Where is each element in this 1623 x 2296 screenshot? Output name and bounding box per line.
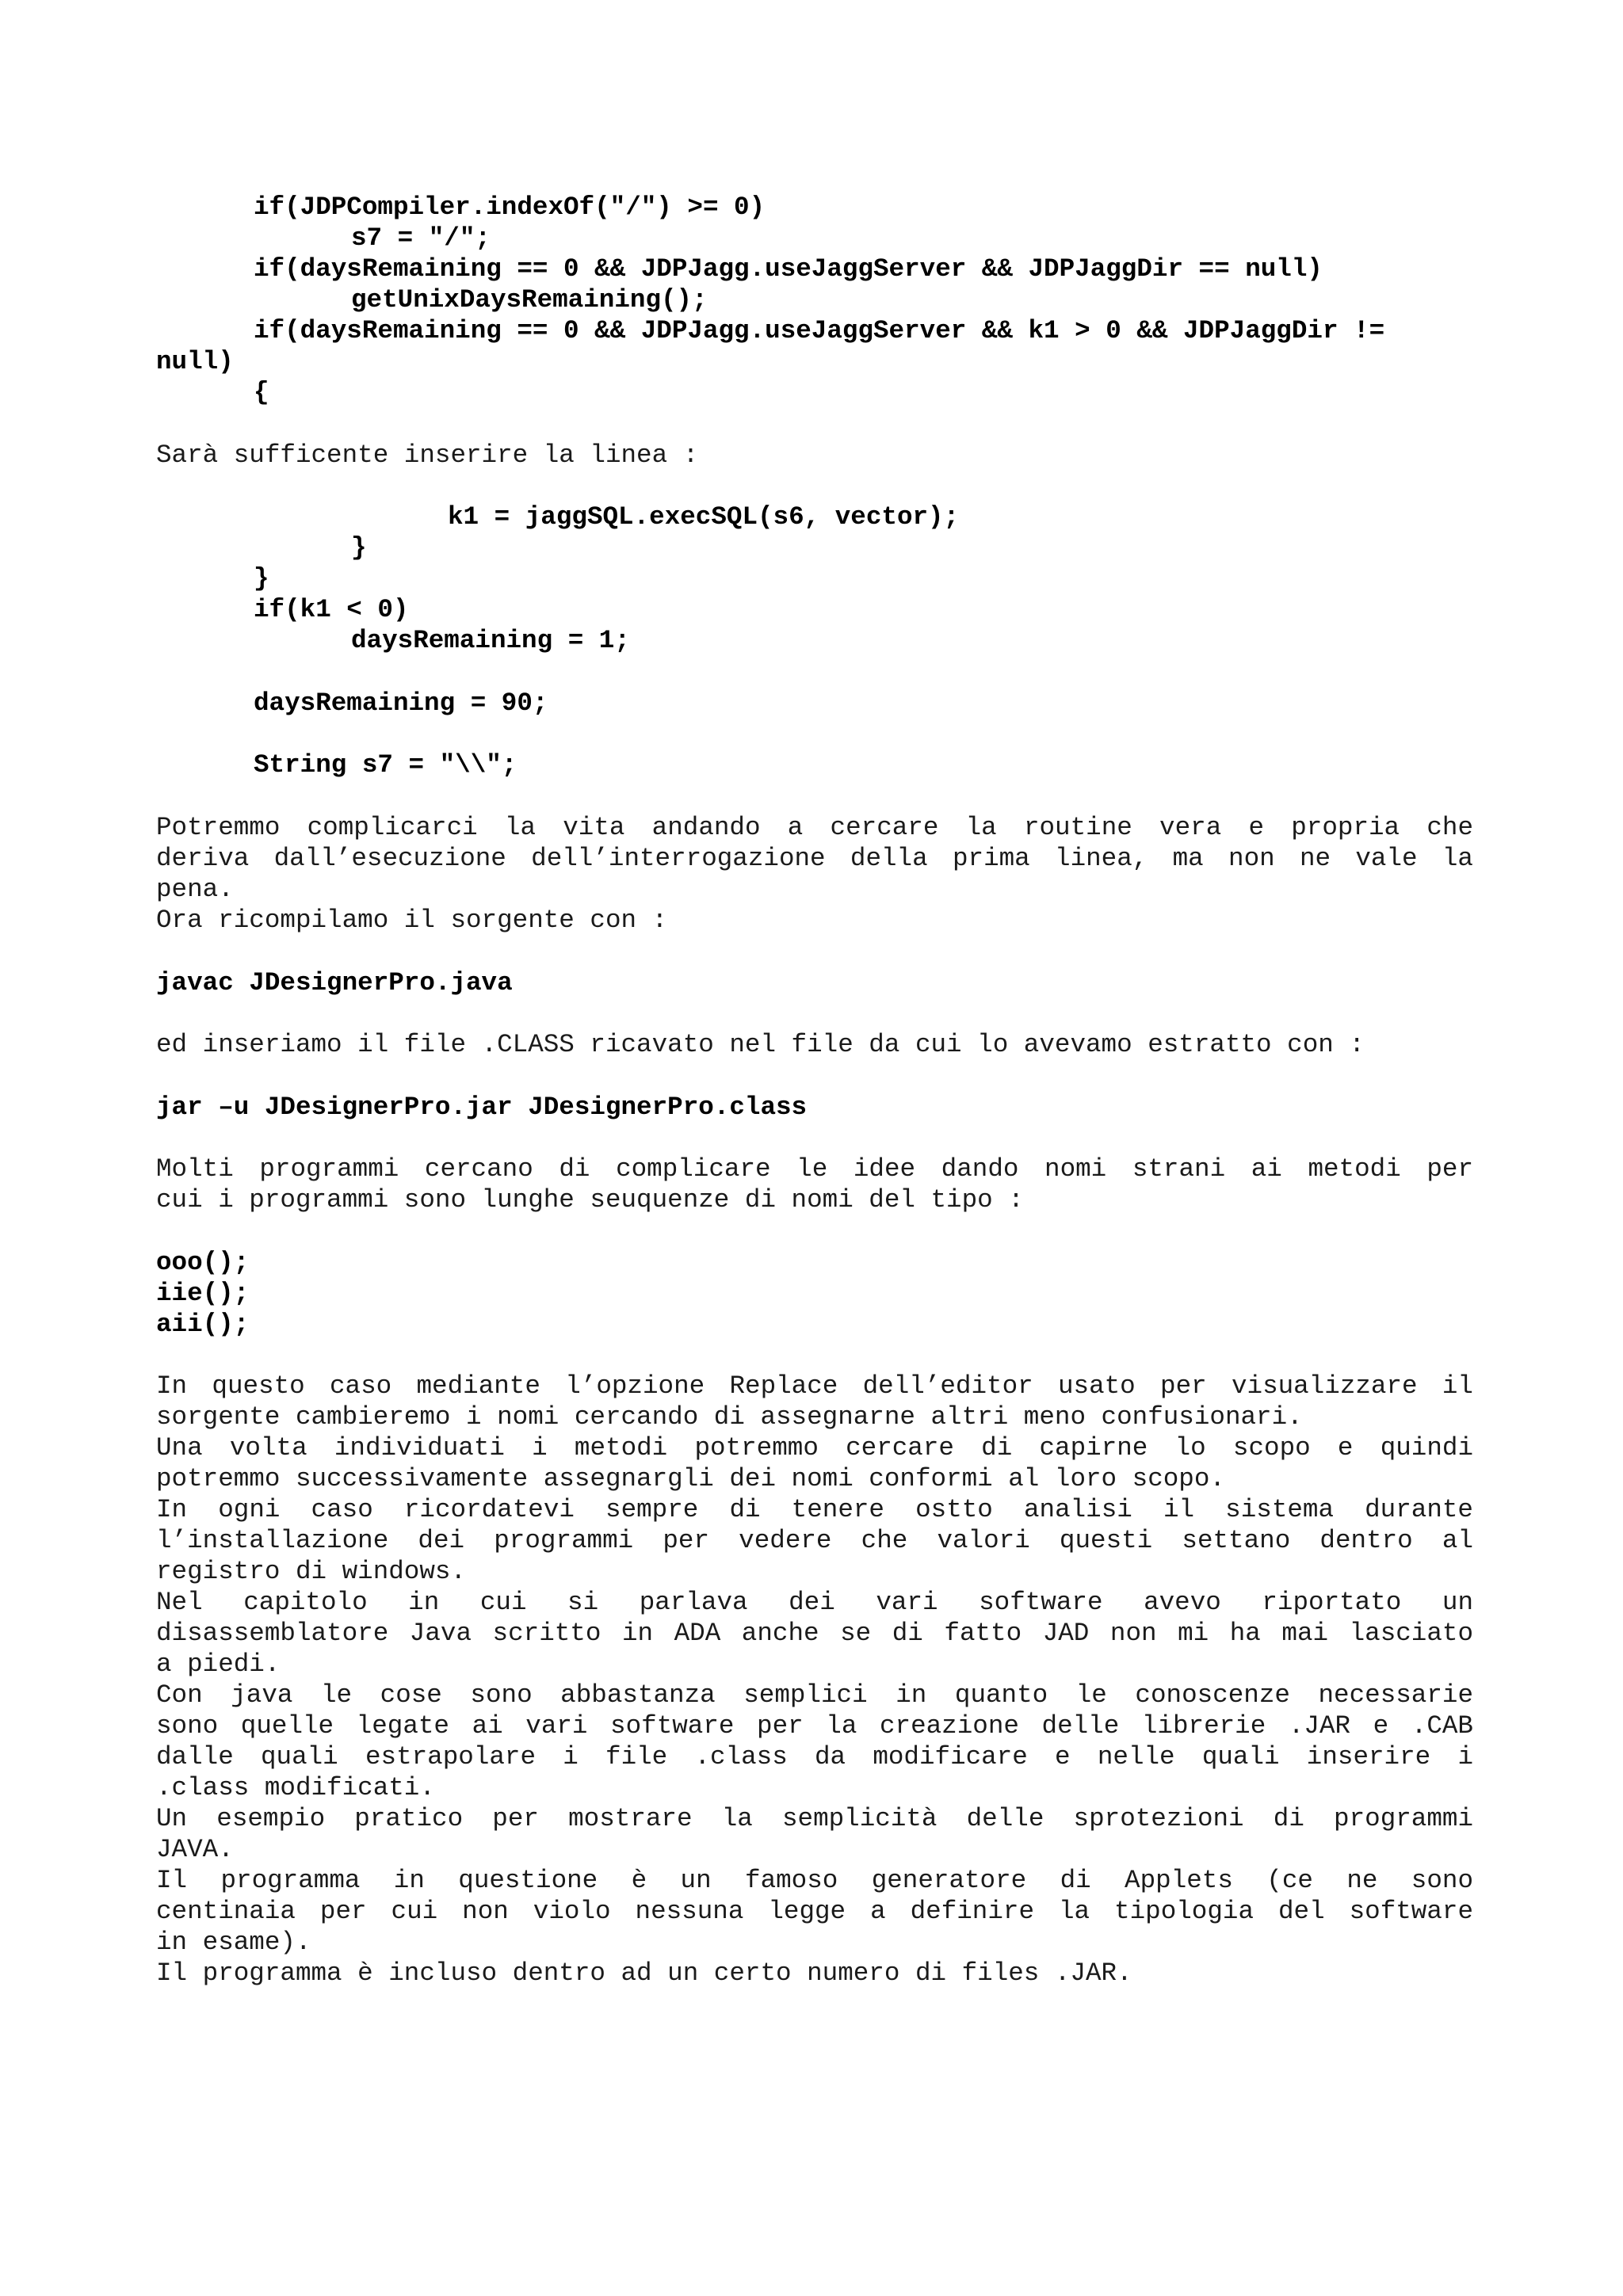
paragraph-line: Il programma è incluso dentro ad un certo numero di files .JAR. <box>156 1958 1132 1988</box>
paragraph-line: dalle quali estrapolare i file .class da modificare e nelle quali inserire i <box>156 1742 1473 1772</box>
command-line: jar –u JDesignerPro.jar JDesignerPro.class <box>156 1093 808 1122</box>
code-line: { <box>254 378 269 407</box>
paragraph-line: in esame). <box>156 1928 311 1957</box>
paragraph-line: cui i programmi sono lunghe seuquenze di nomi del tipo : <box>156 1185 1024 1215</box>
paragraph-line: Con java le cose sono abbastanza semplici in quanto le conoscenze necessarie <box>156 1680 1473 1710</box>
paragraph-line: centinaia per cui non violo nessuna legge a definire la tipologia del software <box>156 1897 1473 1926</box>
code-line: if(JDPCompiler.indexOf("/") >= 0) <box>254 193 766 222</box>
paragraph-line: In ogni caso ricordatevi sempre di tenere ostto analisi il sistema durante <box>156 1495 1473 1524</box>
paragraph-line: deriva dall’esecuzione dell’interrogazione della prima linea, ma non ne vale la <box>156 844 1473 873</box>
code-line: s7 = "/"; <box>351 223 491 253</box>
paragraph-line: .class modificati. <box>156 1773 435 1802</box>
paragraph-line: a piedi. <box>156 1650 281 1679</box>
code-line: daysRemaining = 90; <box>254 688 548 718</box>
paragraph-line: Sarà sufficente inserire la linea : <box>156 441 699 470</box>
code-line: if(k1 < 0) <box>254 595 409 624</box>
code-line: if(daysRemaining == 0 && JDPJagg.useJaggServer && JDPJaggDir == null) <box>254 254 1323 284</box>
code-line: getUnixDaysRemaining(); <box>351 285 708 315</box>
paragraph-line: JAVA. <box>156 1835 234 1864</box>
code-line: null) <box>156 347 234 376</box>
method-example: ooo(); <box>156 1248 250 1277</box>
paragraph-line: pena. <box>156 875 234 904</box>
method-example: aii(); <box>156 1310 250 1339</box>
code-line: k1 = jaggSQL.execSQL(s6, vector); <box>448 502 960 532</box>
paragraph-line: In questo caso mediante l’opzione Replace dell’editor usato per visualizzare il <box>156 1371 1473 1401</box>
paragraph-line: ed inseriamo il file .CLASS ricavato nel file da cui lo avevamo estratto con : <box>156 1030 1365 1059</box>
paragraph-line: Nel capitolo in cui si parlava dei vari software avevo riportato un <box>156 1588 1473 1617</box>
code-line: if(daysRemaining == 0 && JDPJagg.useJaggServer && k1 > 0 && JDPJaggDir != <box>254 316 1385 345</box>
code-line: String s7 = "\\"; <box>254 750 517 780</box>
paragraph-line: Potremmo complicarci la vita andando a cercare la routine vera e propria che <box>156 813 1473 842</box>
paragraph-line: Ora ricompilamo il sorgente con : <box>156 906 668 935</box>
paragraph-line: potremmo successivamente assegnargli dei nomi conformi al loro scopo. <box>156 1464 1225 1493</box>
code-line: } <box>351 533 367 563</box>
paragraph-line: Il programma in questione è un famoso generatore di Applets (ce ne sono <box>156 1866 1473 1895</box>
command-line: javac JDesignerPro.java <box>156 968 513 997</box>
paragraph-line: sorgente cambieremo i nomi cercando di assegnarne altri meno confusionari. <box>156 1402 1303 1432</box>
paragraph-line: sono quelle legate ai vari software per la creazione delle librerie .JAR e .CAB <box>156 1711 1473 1741</box>
paragraph-line: l’installazione dei programmi per vedere che valori questi settano dentro al <box>156 1526 1473 1555</box>
paragraph-line: disassemblatore Java scritto in ADA anche se di fatto JAD non mi ha mai lasciato <box>156 1619 1473 1648</box>
paragraph-line: Un esempio pratico per mostrare la semplicità delle sprotezioni di programmi <box>156 1804 1473 1833</box>
paragraph-line: Molti programmi cercano di complicare le idee dando nomi strani ai metodi per <box>156 1154 1473 1184</box>
code-line: } <box>254 564 269 593</box>
code-line: daysRemaining = 1; <box>351 626 630 655</box>
paragraph-line: registro di windows. <box>156 1557 467 1586</box>
paragraph-line: Una volta individuati i metodi potremmo cercare di capirne lo scopo e quindi <box>156 1433 1473 1463</box>
method-example: iie(); <box>156 1279 250 1308</box>
